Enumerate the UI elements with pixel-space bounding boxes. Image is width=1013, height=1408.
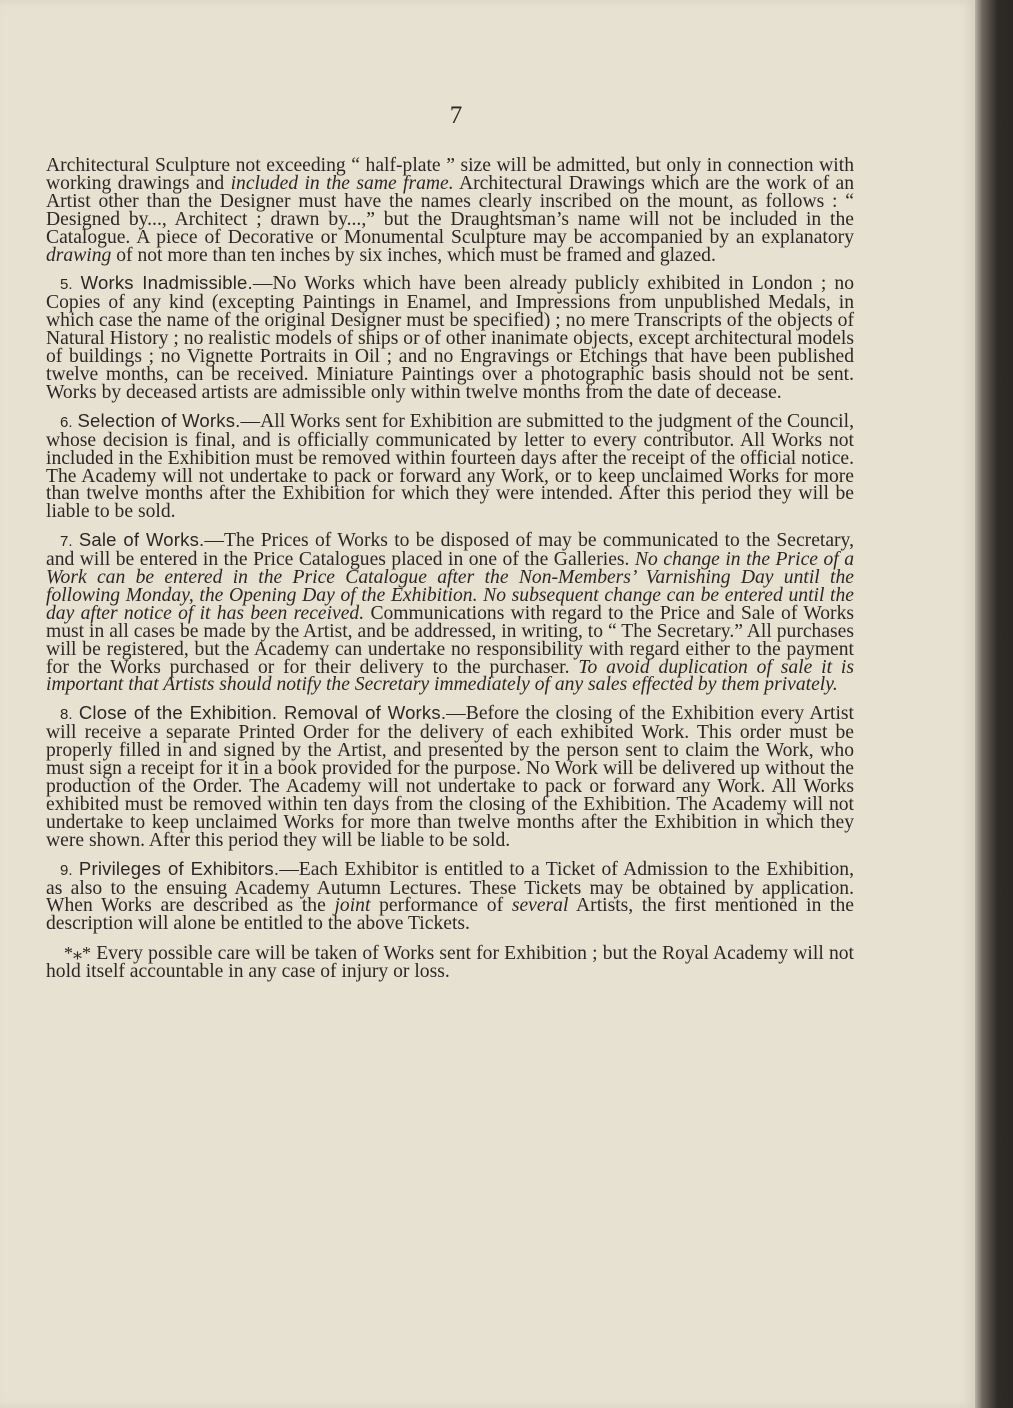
section-number: 7. (60, 533, 73, 551)
section-5-works-inadmissible (46, 274, 854, 401)
section-text: —All Works sent for Exhibition are submitted to the judgment of the Council, whose decision is final, and is officially communicated by letter to every contributor. All Works not included in the Exhibition must be removed within fourteen days after the receipt of the official notice. The Academy will not undertake to pack or forward any Work, or to keep unclaimed Works for more than twelve months after the Exhibition for which they were intended. After this period they will be liable to be sold. (46, 410, 854, 523)
section-6-selection-of-works (46, 409, 854, 523)
page-number: 7 (449, 102, 463, 129)
section-number: 8. (60, 706, 73, 724)
note-text: Every possible care will be taken of Works sent for Exhibition ; but the Royal Academy will not hold itself accountable in any case of injury or loss. (46, 943, 854, 983)
section-number: 9. (60, 861, 73, 879)
section-heading: Privileges of Exhibitors. (78, 857, 280, 879)
asterism: *⁎* (64, 943, 91, 964)
intro-paragraph: Architectural Sculpture not exceeding “ half-plate ” size will be admitted, but only in connection with working drawings and included in the same frame. Architectural Drawings which are the work of an Artist other than the Designer must have the names clearly inscribed on the mount, as follows : “ Designed by..., Architect ; drawn by...,” but the Draughtsman’s name will not be included in the Catalogue. A piece of Decorative or Monumental Sculpture may be accompanied by an explanatory drawing of not more than ten inches by six inches, which must be framed and glazed. (46, 155, 855, 266)
section-heading: Sale of Works. (78, 529, 205, 551)
section-heading: Selection of Works. (77, 409, 241, 431)
section-heading: Close of the Exhibition. Removal of Works. (78, 702, 447, 724)
section-8-close-of-exhibition (46, 704, 854, 849)
page-body (46, 157, 854, 981)
page-edge (975, 0, 1013, 1408)
section-text: —No Works which have been already publicly exhibited in London ; no Copies of any kind (excepting Paintings in Enamel, and Impressions from unpublished Medals, in which case the name of the original Designer must be specified) ; no mere Transcripts of the objects of Natural History ; no realistic models of ships or of other inanimate objects, except architectural models of buildings ; no Vignette Portraits in Oil ; and no Engravings or Etchings that have been published twelve months, can be received. Miniature Paintings over a photographic basis should not be sent. Works by deceased artists are admissible only within twelve months from the date of decease. (46, 273, 855, 403)
section-number: 6. (60, 413, 73, 431)
section-heading: Works Inadmissible. (80, 272, 253, 294)
section-text: —Before the closing of the Exhibition every Artist will receive a separate Printed Order for the delivery of each exhibited Work. This order must be properly filled in and signed by the Artist, and presented by the person sent to claim the Work, who must sign a receipt for it in a book provided for the purpose. No Work will be delivered up without the production of the Order. The Academy will not undertake to pack or forward any Work. All Works exhibited must be removed within ten days from the closing of the Exhibition. The Academy will not undertake to keep unclaimed Works for more than twelve months after the Exhibition in which they were shown. After this period they will be liable to be sold. (46, 703, 855, 851)
closing-note (46, 945, 854, 981)
section-number: 5. (60, 276, 73, 294)
section-9-privileges-of-exhibitors: 9. Privileges of Exhibitors.—Each Exhibitor is entitled to a Ticket of Admission to the Exhibition, as also to the ensuing Academy Autumn Lectures. These Tickets may be obtained by application. When Works are described as the joint performance of several Artists, the first mentioned in the description will alone be entitled to the above Tickets. (46, 857, 854, 935)
section-7-sale-of-works: 7. Sale of Works.—The Prices of Works to be disposed of may be communicated to the Secretary, and will be entered in the Price Catalogues placed in one of the Galleries. No change in the Price of a Work can be entered in the Price Catalogue after the Non-Members’ Varnishing Day until the following Monday, the Opening Day of the Exhibition. No subsequent change can be entered until the day after notice of it has been received. Communications with regard to the Price and Sale of Works must in all cases be made by the Artist, and be addressed, in writing, to “ The Secretary.” All purchases will be registered, but the Academy can undertake no responsibility with regard either to the payment for the Works purchased or for their delivery to the purchaser. To avoid duplication of sale it is important that Artists should notify the Secretary immediately of any sales effected by them privately. (46, 529, 854, 696)
